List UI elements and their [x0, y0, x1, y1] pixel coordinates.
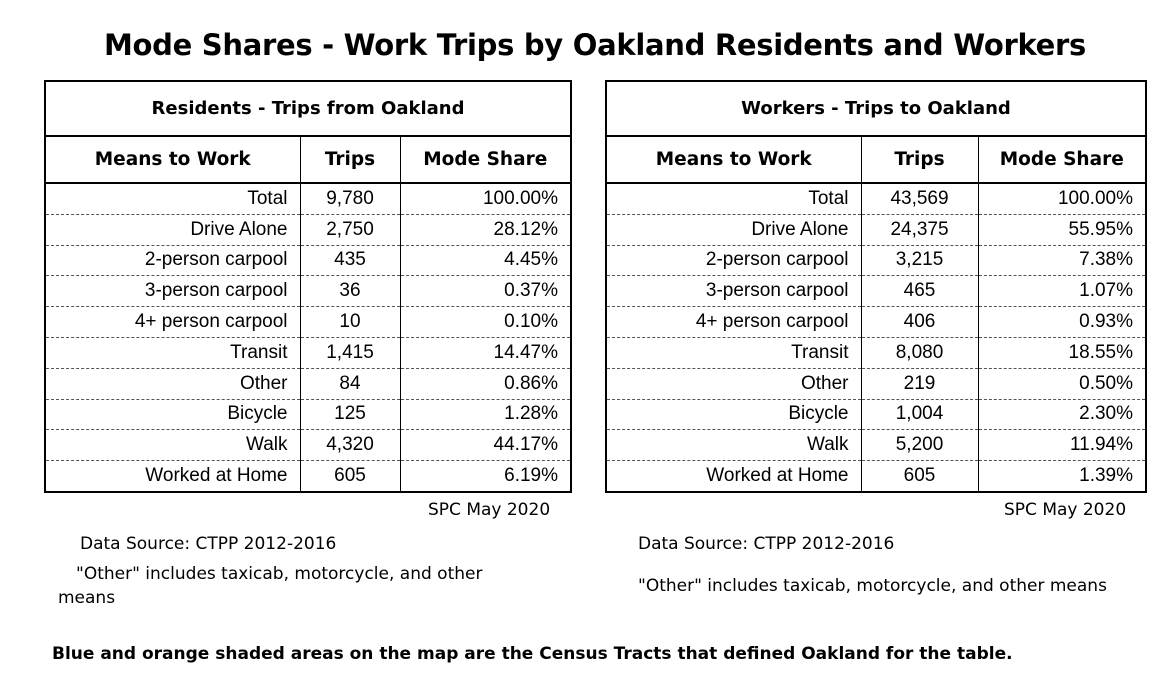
trips-cell: 24,375: [861, 214, 978, 245]
mode-share-cell: 55.95%: [978, 214, 1146, 245]
mode-cell: Bicycle: [45, 399, 300, 430]
table-row: [45, 245, 571, 276]
trips-cell: 43,569: [861, 183, 978, 214]
mode-cell: Walk: [45, 430, 300, 461]
workers-caption: Workers - Trips to Oakland: [606, 81, 1146, 136]
table-row: [606, 399, 1146, 430]
trips-cell: 3,215: [861, 245, 978, 276]
residents-credit: SPC May 2020: [428, 500, 551, 520]
mode-cell: Total: [606, 183, 861, 214]
trips-cell: 465: [861, 276, 978, 307]
table-row: [606, 461, 1146, 492]
table-row: [606, 214, 1146, 245]
trips-cell: 406: [861, 307, 978, 338]
table-row: [45, 337, 571, 368]
mode-share-cell: 1.39%: [1079, 465, 1133, 487]
trips-cell: 4,320: [300, 430, 400, 461]
mode-cell: Other: [45, 368, 300, 399]
trips-cell: 435: [300, 245, 400, 276]
mode-cell: 3-person carpool: [45, 276, 300, 307]
mode-cell: Drive Alone: [45, 214, 300, 245]
table-row: [45, 214, 571, 245]
trips-cell: 605: [300, 461, 400, 492]
trips-cell: 10: [300, 307, 400, 338]
mode-cell: Total: [45, 183, 300, 214]
trips-cell: 1,415: [300, 337, 400, 368]
table-row: [606, 430, 1146, 461]
mode-share-cell: 0.93%: [978, 307, 1146, 338]
mode-cell: Bicycle: [606, 399, 861, 430]
mode-share-cell: 1.07%: [978, 276, 1146, 307]
workers-table: [605, 80, 1147, 493]
mode-cell: 3-person carpool: [606, 276, 861, 307]
workers-rows: [606, 183, 1146, 492]
mode-share-cell: 2.30%: [978, 399, 1146, 430]
mode-share-cell: 7.38%: [978, 245, 1146, 276]
workers-other-note: "Other" includes taxicab, motorcycle, and other means: [638, 576, 1107, 596]
workers-data-source: Data Source: CTPP 2012-2016: [638, 534, 895, 554]
trips-cell: 605: [861, 461, 978, 492]
trips-cell: 8,080: [861, 337, 978, 368]
table-row: [45, 399, 571, 430]
page-title: Mode Shares - Work Trips by Oakland Residents and Workers: [103, 28, 1087, 62]
mode-share-cell: 4.45%: [400, 245, 571, 276]
mode-cell: 4+ person carpool: [606, 307, 861, 338]
mode-share-cell: 11.94%: [978, 430, 1146, 461]
map-footnote: Blue and orange shaded areas on the map are the Census Tracts that defined Oakland for the table.: [52, 644, 1013, 664]
mode-share-cell: 6.19%: [504, 465, 558, 487]
mode-share-cell: 0.37%: [400, 276, 571, 307]
trips-cell: 36: [300, 276, 400, 307]
mode-cell: Other: [606, 368, 861, 399]
mode-cell: Walk: [606, 430, 861, 461]
trips-cell: 9,780: [300, 183, 400, 214]
trips-cell: 1,004: [861, 399, 978, 430]
mode-cell: Transit: [606, 337, 861, 368]
header-mode-share: Mode Share: [400, 136, 571, 183]
table-row: [45, 430, 571, 461]
table-row: [606, 307, 1146, 338]
header-trips: Trips: [861, 136, 978, 183]
header-mode-share: Mode Share: [978, 136, 1146, 183]
residents-data-source: Data Source: CTPP 2012-2016: [80, 534, 337, 554]
mode-cell: Drive Alone: [606, 214, 861, 245]
trips-cell: 125: [300, 399, 400, 430]
table-row: [45, 461, 571, 492]
mode-cell: Worked at Home: [45, 461, 300, 492]
mode-share-cell: 0.86%: [400, 368, 571, 399]
trips-cell: 84: [300, 368, 400, 399]
table-row: [45, 276, 571, 307]
mode-share-cell: 0.10%: [400, 307, 571, 338]
header-means-to-work: Means to Work: [606, 136, 861, 183]
table-row: [606, 276, 1146, 307]
table-row: [606, 368, 1146, 399]
header-means-to-work: Means to Work: [45, 136, 300, 183]
residents-table: [44, 80, 572, 493]
mode-cell: 2-person carpool: [45, 245, 300, 276]
mode-share-cell: 28.12%: [400, 214, 571, 245]
mode-share-cell: 100.00%: [978, 183, 1146, 214]
mode-share-cell: 1.28%: [400, 399, 571, 430]
workers-credit: SPC May 2020: [1004, 500, 1127, 520]
table-row: [45, 368, 571, 399]
table-row: [606, 245, 1146, 276]
residents-rows: [45, 183, 571, 492]
header-trips: Trips: [300, 136, 400, 183]
mode-cell: Worked at Home: [606, 461, 861, 492]
mode-cell: Transit: [45, 337, 300, 368]
table-row: [45, 183, 571, 214]
trips-cell: 2,750: [300, 214, 400, 245]
mode-share-cell: 14.47%: [400, 337, 571, 368]
mode-share-cell: 100.00%: [400, 183, 571, 214]
table-row: [45, 307, 571, 338]
trips-cell: 5,200: [861, 430, 978, 461]
mode-share-cell: 18.55%: [978, 337, 1146, 368]
residents-other-note: "Other" includes taxicab, motorcycle, and other means: [58, 564, 483, 608]
residents-caption: Residents - Trips from Oakland: [45, 81, 571, 136]
trips-cell: 219: [861, 368, 978, 399]
mode-share-cell: 0.50%: [978, 368, 1146, 399]
mode-share-cell: 44.17%: [400, 430, 571, 461]
mode-cell: 2-person carpool: [606, 245, 861, 276]
table-row: [606, 183, 1146, 214]
table-row: [606, 337, 1146, 368]
mode-cell: 4+ person carpool: [45, 307, 300, 338]
